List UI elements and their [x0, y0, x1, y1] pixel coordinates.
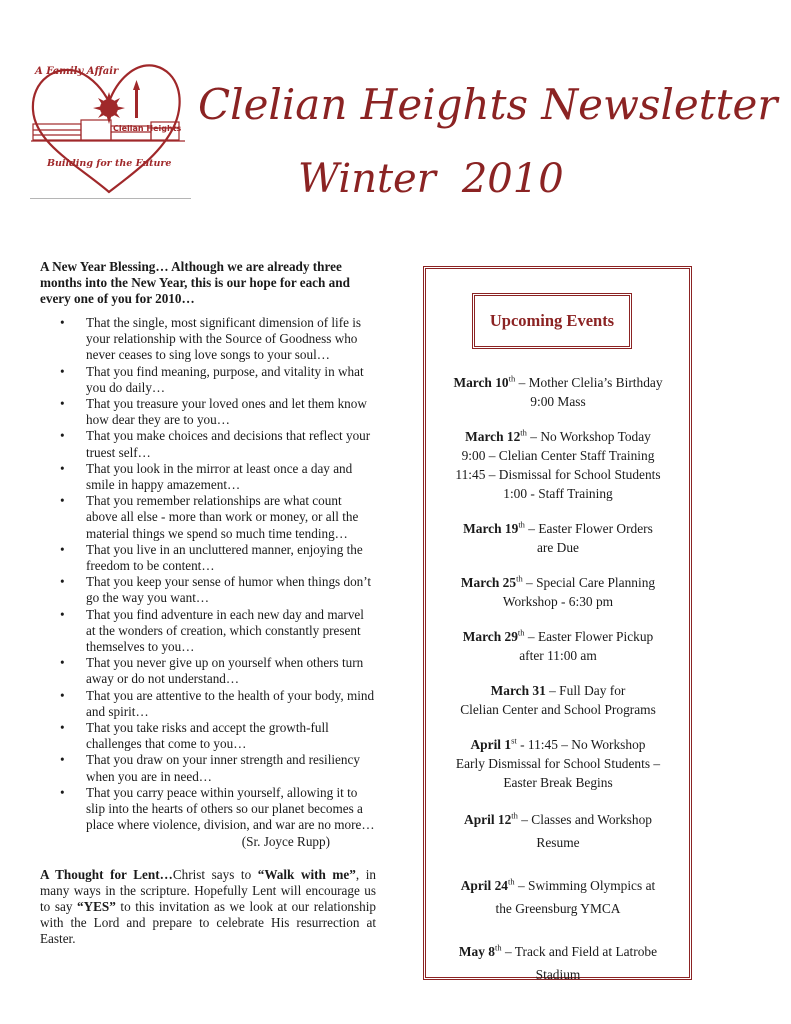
blessing-item: • That you never give up on yourself when others turn away or do not understand…	[86, 655, 376, 687]
event-detail: Stadium	[535, 967, 581, 982]
event-item	[430, 940, 686, 986]
event-detail: are Due	[536, 540, 579, 555]
event-item	[430, 681, 686, 719]
blessing-column	[40, 259, 376, 948]
lent-text-3: to this invitation as we look at our relationship with the Lord and prepare to celebrate His resurrection at Easter.	[40, 898, 376, 947]
event-description: – Swimming Olympics at	[514, 878, 656, 893]
event-description: – Mother Clelia’s Birthday	[515, 375, 663, 390]
blessing-item: • That you remember relationships are what count above all else - more than work or money, or all the material things we spend so much time tending…	[86, 493, 376, 542]
event-date: March 29	[462, 629, 518, 644]
event-date: March 25	[460, 575, 517, 590]
event-detail: Resume	[536, 835, 580, 850]
blessing-item: • That you make choices and decisions that reflect your truest self…	[86, 428, 376, 460]
event-item	[430, 808, 686, 854]
blessing-item: • That you look in the mirror at least once a day and smile in happy amazement…	[86, 461, 376, 493]
event-date-suffix: th	[520, 427, 527, 438]
logo-divider	[30, 198, 191, 199]
event-detail: Easter Break Begins	[503, 775, 613, 790]
event-date-suffix: th	[508, 373, 516, 384]
logo	[27, 58, 191, 200]
event-item	[430, 427, 686, 503]
logo-center-text: Clelian Heights	[113, 124, 182, 133]
blessing-list	[40, 315, 376, 834]
blessing-item: • That you find meaning, purpose, and vitality in what you do daily…	[86, 364, 376, 396]
event-date-suffix: th	[517, 627, 525, 638]
blessing-item: • That you carry peace within yourself, allowing it to slip into the hearts of others so our planet becomes a place where violence, division, and war are no more…	[86, 785, 376, 834]
blessing-item: • That you treasure your loved ones and let them know how dear they are to you…	[86, 396, 376, 428]
event-item	[430, 874, 686, 920]
event-item	[430, 573, 686, 611]
event-description: – Full Day for	[545, 683, 626, 698]
newsletter-issue	[298, 154, 698, 204]
newsletter-title: Clelian Heights Newsletter	[198, 80, 778, 129]
lent-text-2: , in many ways in the scripture. Hopefully Lent will encourage us to say	[40, 866, 376, 914]
event-description: – Track and Field at Latrobe	[501, 944, 658, 959]
lent-quote-2: “YES”	[76, 898, 116, 914]
event-description: – No Workshop Today	[526, 429, 651, 444]
logo-top-text: A Family Affair	[35, 66, 119, 77]
event-detail: Workshop - 6:30 pm	[502, 594, 614, 609]
event-detail: the Greensburg YMCA	[495, 901, 621, 916]
event-date-suffix: st	[511, 735, 517, 746]
event-item	[430, 519, 686, 557]
lent-paragraph	[40, 867, 376, 948]
event-date: April 12	[464, 812, 512, 827]
event-date-suffix: th	[511, 810, 518, 821]
event-date-suffix: th	[508, 876, 515, 887]
blessing-item: • That you find adventure in each new day and marvel at the wonders of creation, which constantly present themselves to you…	[86, 607, 376, 656]
year-label: 2010	[461, 156, 564, 202]
heart-logo-icon	[27, 58, 191, 194]
blessing-item: • That the single, most significant dimension of life is your relationship with the Source of Goodness who never ceases to sing love songs to your soul…	[86, 315, 376, 364]
logo-bottom-text: Building for the Future	[47, 158, 172, 169]
blessing-intro: A New Year Blessing… Although we are already three months into the New Year, this is our hope for each and every one of you for 2010…	[40, 259, 350, 306]
blessing-item: • That you are attentive to the health of your body, mind and spirit…	[86, 688, 376, 720]
event-date-suffix: th	[516, 573, 523, 584]
events-list	[430, 373, 686, 986]
event-detail: 9:00 – Clelian Center Staff Training	[461, 448, 655, 463]
lent-heading: A Thought for Lent…	[40, 866, 173, 882]
event-description: – Special Care Planning	[522, 575, 656, 590]
event-date: May 8	[458, 944, 495, 959]
blessing-item: • That you draw on your inner strength and resiliency when you are in need…	[86, 752, 376, 784]
event-description: – Classes and Workshop	[517, 812, 652, 827]
blessing-item: • That you keep your sense of humor when things don’t go the way you want…	[86, 574, 376, 606]
event-date: April 1	[470, 737, 512, 752]
event-date-suffix: th	[518, 519, 525, 530]
event-detail: 11:45 – Dismissal for School Students	[455, 467, 661, 482]
blessing-credit: (Sr. Joyce Rupp)	[241, 833, 330, 849]
event-date: March 12	[465, 429, 521, 444]
events-title: Upcoming Events	[472, 293, 632, 349]
event-description: – Easter Flower Pickup	[524, 629, 654, 644]
event-date: April 24	[460, 878, 508, 893]
lent-quote-1: “Walk with me”	[257, 866, 356, 882]
lent-text-1: Christ says to	[172, 866, 258, 882]
event-date-suffix: th	[495, 942, 502, 953]
event-item	[430, 627, 686, 665]
event-description: - 11:45 – No Workshop	[516, 737, 646, 752]
event-date: March 10	[453, 375, 509, 390]
event-detail: after 11:00 am	[519, 648, 597, 663]
event-date: March 31	[490, 683, 546, 698]
event-detail: 1:00 - Staff Training	[503, 486, 613, 501]
event-item	[430, 735, 686, 792]
blessing-item: • That you live in an uncluttered manner, enjoying the freedom to be content…	[86, 542, 376, 574]
event-item	[430, 373, 686, 411]
blessing-item: • That you take risks and accept the growth-full challenges that come to you…	[86, 720, 376, 752]
event-description: – Easter Flower Orders	[524, 521, 653, 536]
event-detail: Early Dismissal for School Students –	[455, 756, 661, 771]
season-label: Winter	[298, 156, 436, 202]
event-detail: 9:00 Mass	[530, 394, 586, 409]
event-detail: Clelian Center and School Programs	[460, 702, 656, 717]
event-date: March 19	[463, 521, 519, 536]
